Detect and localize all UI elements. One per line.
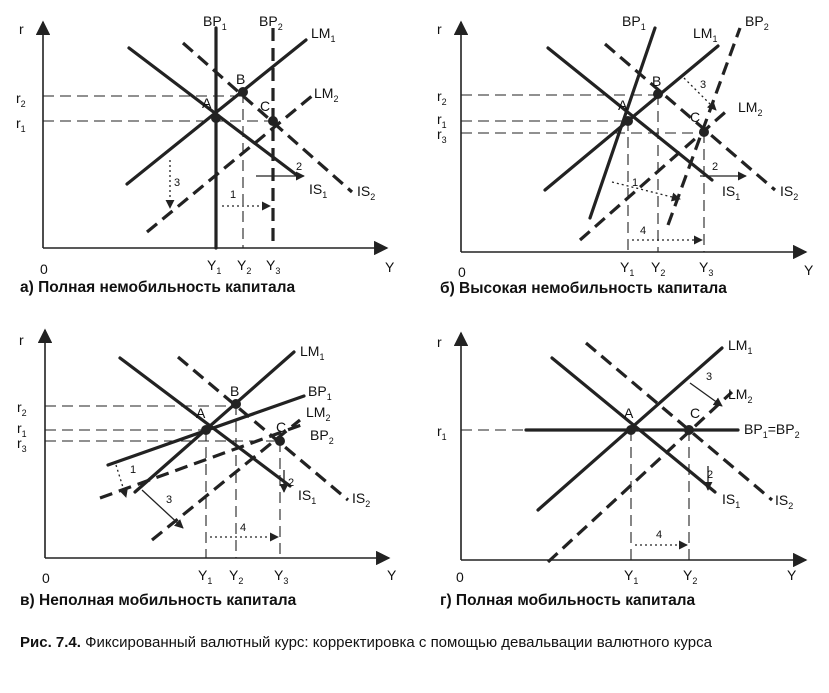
x-axis-label: Y [387,567,397,583]
step-label-1: 1 [130,464,137,476]
y-axis-label: r [437,334,442,350]
y-axis-label: r [437,21,442,37]
label-is2: $IS_2$ [780,183,799,202]
point-b-dot [653,89,663,99]
y-tick-r2: $r_2$ [17,399,27,418]
x-axis-label: Y [385,259,395,275]
label-lm2: $LM_2$ [738,99,763,118]
figure-caption [20,633,810,652]
step-label-1: 1 [632,177,639,189]
label-is1: $IS_1$ [298,487,317,506]
label-is1: $IS_1$ [722,491,741,510]
label-is2: $IS_2$ [357,183,376,202]
label-lm1: $LM_1$ [311,25,336,44]
label-bp2: $BP_2$ [745,13,769,32]
panel-caption: г) Полная мобильность капитала [440,592,696,609]
origin-label: 0 [42,570,50,586]
step-label-3: 3 [166,494,173,506]
x-tick-y1: $Y_1$ [620,259,635,278]
y-tick-r2: $r_2$ [437,88,447,107]
shift-arrow-3 [690,383,722,406]
point-c-dot [275,436,285,446]
x-tick-y1: $Y_1$ [624,567,639,586]
point-b-dot [231,399,241,409]
step-label-2: 2 [296,161,303,173]
label-lm2: $LM_2$ [306,404,331,423]
y-tick-r1: $r_1$ [17,420,27,439]
step-label-3: 3 [174,177,181,189]
x-tick-y2: $Y_2$ [229,567,244,586]
panel-d [437,333,806,609]
label-lm1: $LM_1$ [693,25,718,44]
point-a-dot [626,425,636,435]
curve-bp1 [590,28,655,218]
step-label-1: 1 [230,189,237,201]
y-tick-r1: $r_1$ [437,423,447,442]
label-is2: $IS_2$ [352,490,371,509]
y-tick-r3: $r_3$ [437,126,447,145]
label-bp2: $BP_2$ [310,427,334,446]
label-lm2: $LM_2$ [728,386,753,405]
label-bp1: $BP_1$ [203,13,227,32]
x-tick-y3: $Y_3$ [699,259,714,278]
origin-label: 0 [456,569,464,585]
panel-a [16,13,395,296]
label-lm1: $LM_1$ [300,343,325,362]
y-tick-r1: $r_1$ [437,111,447,130]
point-label-a: A [202,95,212,111]
step-label-4: 4 [640,225,647,237]
x-tick-y2: $Y_2$ [651,259,666,278]
step-label-4: 4 [240,522,247,534]
y-axis-label: r [19,332,24,348]
label-is2: $IS_2$ [775,492,794,511]
figure-caption-label: Рис. 7.4. [20,634,81,651]
point-label-c: C [260,98,271,114]
curve-lm2 [147,96,312,232]
x-tick-y3: $Y_3$ [266,257,281,276]
x-tick-y1: $Y_1$ [207,257,222,276]
panel-b [437,13,814,297]
x-axis-label: Y [787,567,797,583]
x-tick-y3: $Y_3$ [274,567,289,586]
y-tick-r1: $r_1$ [16,115,26,134]
point-b-dot [238,87,248,97]
x-tick-y2: $Y_2$ [237,257,252,276]
y-tick-r3: $r_3$ [17,435,27,454]
curve-lm2 [580,108,730,240]
label-lm2: $LM_2$ [314,85,339,104]
x-tick-y2: $Y_2$ [683,567,698,586]
step-label-4: 4 [656,529,663,541]
point-label-b: B [236,71,246,87]
step-label-3: 3 [700,79,707,91]
point-a-dot [201,425,211,435]
label-is1: $IS_1$ [722,183,741,202]
shift-arrow-1 [116,465,126,497]
panel-caption: а) Полная немобильность капитала [20,279,296,296]
panel-caption: б) Высокая немобильность капитала [440,280,727,297]
label-bp1: $BP_1$ [622,13,646,32]
point-c-dot [684,425,694,435]
y-tick-r2: $r_2$ [16,90,26,109]
step-label-2: 2 [712,161,719,173]
point-label-a: A [196,405,206,421]
step-label-3: 3 [706,371,713,383]
point-label-c: C [690,109,701,125]
curve-is1 [552,358,715,492]
figure-caption-text: Фиксированный валютный курс: корректировка с помощью девальвации валютного курса [85,634,712,651]
origin-label: 0 [40,261,48,277]
point-a-dot [211,113,221,123]
point-label-a: A [624,405,634,421]
point-label-b: B [230,383,240,399]
label-bp2: $BP_2$ [259,13,283,32]
point-a-dot [623,116,633,126]
point-c-dot [699,127,709,137]
shift-arrow-1 [612,182,680,199]
point-c-dot [268,116,278,126]
panel-caption: в) Неполная мобильность капитала [20,592,297,609]
step-label-2: 2 [288,477,295,489]
panel-c [17,330,397,609]
x-axis-label: Y [804,262,814,278]
origin-label: 0 [458,264,466,280]
label-is1: $IS_1$ [309,181,328,200]
label-bp1: $BP_1$ [308,383,332,402]
point-label-c: C [276,419,287,435]
point-label-b: B [652,73,662,89]
label-bp1-bp2: $BP_1=BP_2$ [744,421,800,440]
point-label-a: A [618,97,628,113]
step-label-2: 2 [707,469,714,481]
y-axis-label: r [19,21,24,37]
shift-arrow-3 [142,490,183,528]
point-label-c: C [690,405,701,421]
label-lm1: $LM_1$ [728,337,753,356]
x-tick-y1: $Y_1$ [198,567,213,586]
